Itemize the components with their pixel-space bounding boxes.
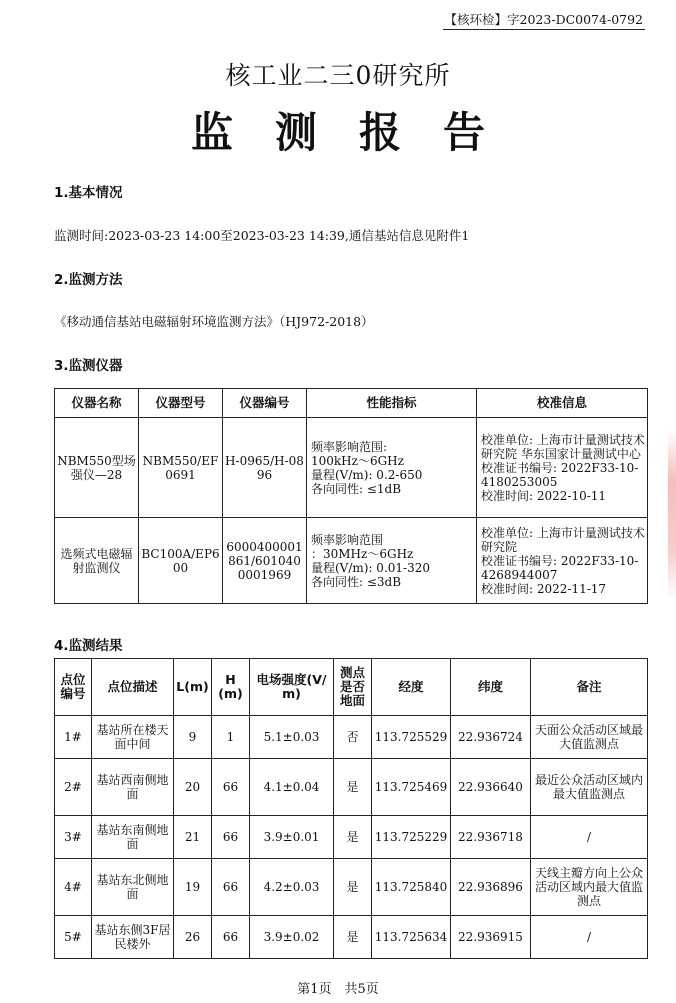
column-header: H(m) xyxy=(212,659,250,716)
field-strength: 3.9±0.01 xyxy=(250,816,334,859)
table-row xyxy=(55,816,648,859)
column-header: 仪器型号 xyxy=(139,389,223,418)
section-heading-method: 2.监测方法 xyxy=(54,272,123,288)
latitude: 22.936718 xyxy=(451,816,531,859)
remark: 天面公众活动区域最大值监测点 xyxy=(531,716,648,759)
latitude: 22.936896 xyxy=(451,859,531,916)
field-strength: 3.9±0.02 xyxy=(250,916,334,959)
instrument-header-row xyxy=(55,389,648,418)
instrument-spec xyxy=(307,518,477,604)
calib-line: 校准时间: 2022-10-11 xyxy=(481,488,607,503)
remark: 天线主瓣方向上公众活动区域内最大值监测点 xyxy=(531,859,648,916)
calib-line: 校准证书编号: 2022F33-10-4268944007 xyxy=(481,553,639,582)
report-title: 监测报告 xyxy=(190,108,527,157)
table-row xyxy=(55,916,648,959)
method-text: 《移动通信基站电磁辐射环境监测方法》（HJ972-2018） xyxy=(54,314,374,329)
column-header: 校准信息 xyxy=(477,389,648,418)
table-row xyxy=(55,418,648,518)
instrument-table xyxy=(54,388,648,604)
spec-line: ：30MHz～6GHz xyxy=(311,546,414,561)
latitude: 22.936640 xyxy=(451,759,531,816)
point-description: 基站东北侧地面 xyxy=(92,859,174,916)
column-header: 纬度 xyxy=(451,659,531,716)
field-strength: 5.1±0.03 xyxy=(250,716,334,759)
spec-line: 量程(V/m): 0.01-320 xyxy=(311,560,430,575)
monitoring-time-text: 监测时间:2023-03-23 14:00至2023-03-23 14:39,通信基站信息见附件1 xyxy=(54,228,470,243)
section-heading-basic: 1.基本情况 xyxy=(54,185,123,201)
calib-line: 校准单位: 上海市计量测试技术研究院 华东国家计量测试中心 xyxy=(481,432,645,461)
remark: / xyxy=(531,816,648,859)
distance-l: 21 xyxy=(174,816,212,859)
spec-line: 频率影响范围: xyxy=(311,439,388,454)
instrument-model: BC100A/EP600 xyxy=(139,518,223,604)
remark: 最近公众活动区域内最大值监测点 xyxy=(531,759,648,816)
organization-name: 核工业二三0研究所 xyxy=(225,61,451,90)
latitude: 22.936724 xyxy=(451,716,531,759)
table-row xyxy=(55,759,648,816)
field-strength: 4.1±0.04 xyxy=(250,759,334,816)
instrument-name: NBM550型场强仪—28 xyxy=(55,418,139,518)
longitude: 113.725469 xyxy=(372,759,451,816)
point-id: 5# xyxy=(55,916,92,959)
height-h: 1 xyxy=(212,716,250,759)
section-heading-instruments: 3.监测仪器 xyxy=(54,358,123,374)
spec-line: 100kHz～6GHz xyxy=(311,453,404,468)
point-description: 基站东南侧地面 xyxy=(92,816,174,859)
is-ground: 是 xyxy=(334,759,372,816)
column-header: 仪器编号 xyxy=(223,389,307,418)
is-ground: 是 xyxy=(334,816,372,859)
longitude: 113.725229 xyxy=(372,816,451,859)
distance-l: 20 xyxy=(174,759,212,816)
spec-line: 量程(V/m): 0.2-650 xyxy=(311,467,423,482)
height-h: 66 xyxy=(212,916,250,959)
results-header-row xyxy=(55,659,648,716)
is-ground: 否 xyxy=(334,716,372,759)
instrument-calibration xyxy=(477,518,648,604)
distance-l: 9 xyxy=(174,716,212,759)
height-h: 66 xyxy=(212,859,250,916)
column-header: 经度 xyxy=(372,659,451,716)
column-header: 点位描述 xyxy=(92,659,174,716)
instrument-name: 选频式电磁辐射监测仪 xyxy=(55,518,139,604)
point-id: 2# xyxy=(55,759,92,816)
distance-l: 19 xyxy=(174,859,212,916)
results-table xyxy=(54,658,648,959)
column-header: 仪器名称 xyxy=(55,389,139,418)
calib-line: 校准证书编号: 2022F33-10-4180253005 xyxy=(481,460,639,489)
point-description: 基站东侧3F居民楼外 xyxy=(92,916,174,959)
instrument-serial: 6000400001861/6010400001969 xyxy=(223,518,307,604)
is-ground: 是 xyxy=(334,916,372,959)
longitude: 113.725634 xyxy=(372,916,451,959)
table-row xyxy=(55,716,648,759)
spec-line: 各向同性: ≤1dB xyxy=(311,481,402,496)
longitude: 113.725529 xyxy=(372,716,451,759)
spec-line: 各向同性: ≤3dB xyxy=(311,574,402,589)
calib-line: 校准单位: 上海市计量测试技术研究院 xyxy=(481,525,645,554)
remark: / xyxy=(531,916,648,959)
longitude: 113.725840 xyxy=(372,859,451,916)
column-header: 点位编号 xyxy=(55,659,92,716)
table-row xyxy=(55,518,648,604)
point-id: 4# xyxy=(55,859,92,916)
point-description: 基站西南侧地面 xyxy=(92,759,174,816)
instrument-serial: H-0965/H-0896 xyxy=(223,418,307,518)
seal-stamp-edge xyxy=(668,430,676,600)
section-heading-results: 4.监测结果 xyxy=(54,638,123,654)
document-number: 【核环检】字2023-DC0074-0792 xyxy=(443,10,645,30)
field-strength: 4.2±0.03 xyxy=(250,859,334,916)
column-header: 备注 xyxy=(531,659,648,716)
table-row xyxy=(55,859,648,916)
distance-l: 26 xyxy=(174,916,212,959)
column-header: L(m) xyxy=(174,659,212,716)
instrument-calibration xyxy=(477,418,648,518)
page-number: 第1页 共5页 xyxy=(297,982,379,997)
instrument-model: NBM550/EF0691 xyxy=(139,418,223,518)
spec-line: 频率影响范围 xyxy=(311,532,384,547)
point-id: 3# xyxy=(55,816,92,859)
point-description: 基站所在楼天面中间 xyxy=(92,716,174,759)
column-header: 电场强度(V/m) xyxy=(250,659,334,716)
height-h: 66 xyxy=(212,759,250,816)
latitude: 22.936915 xyxy=(451,916,531,959)
column-header: 测点是否地面 xyxy=(334,659,372,716)
calib-line: 校准时间: 2022-11-17 xyxy=(481,581,607,596)
is-ground: 是 xyxy=(334,859,372,916)
height-h: 66 xyxy=(212,816,250,859)
column-header: 性能指标 xyxy=(307,389,477,418)
point-id: 1# xyxy=(55,716,92,759)
instrument-spec xyxy=(307,418,477,518)
